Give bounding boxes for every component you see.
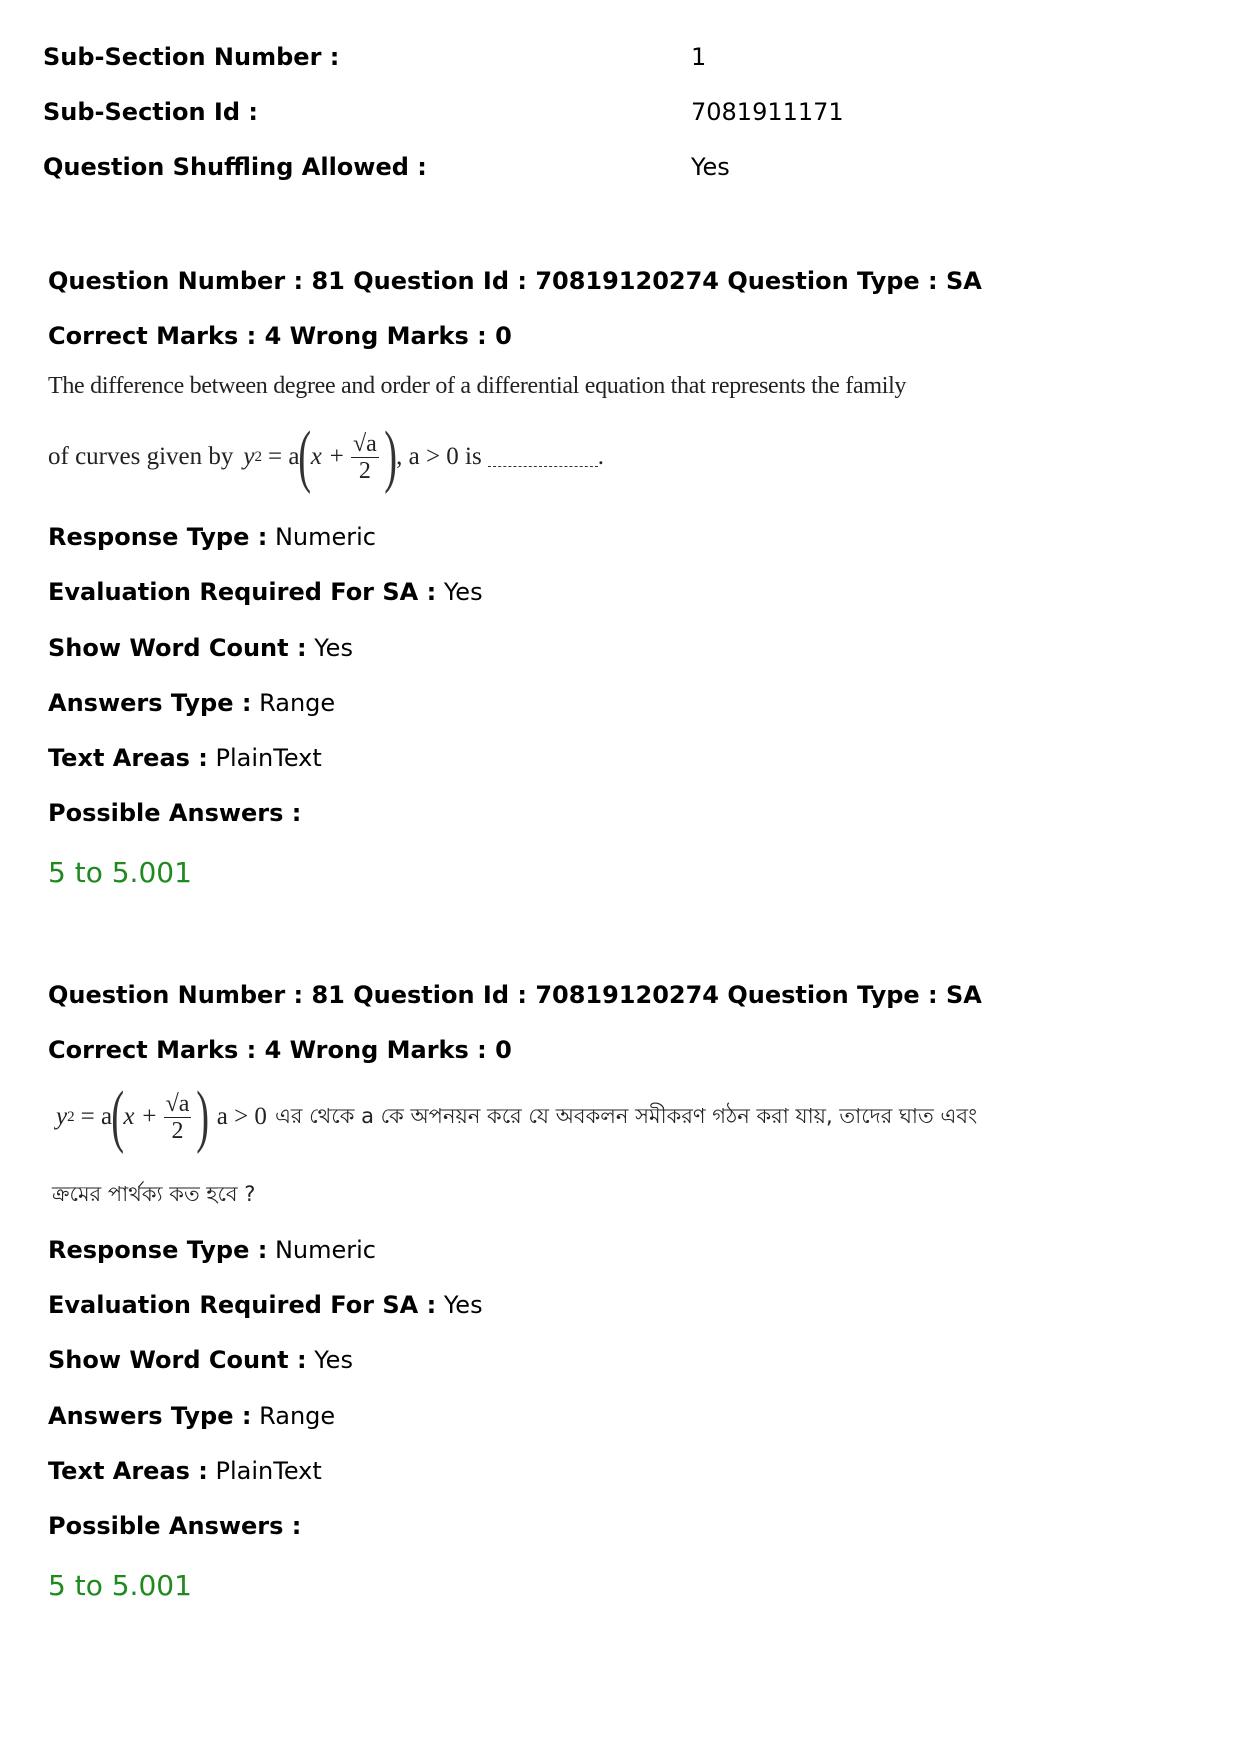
answer-blank [488,448,598,467]
question-marks-text: Correct Marks : 4 Wrong Marks : 0 [48,322,512,350]
question-marks [48,1035,512,1065]
response-type-label: Response Type : [48,523,268,551]
question-text-line-1: The difference between degree and order of a differential equation that represents the family [48,373,907,399]
bengali-question-line-2: ক্রমের পার্থক্য কত হবে ? [52,1182,256,1206]
question-text-prefix: of curves given by [48,443,234,470]
response-type-value: Numeric [274,1236,376,1264]
subsection-number-label: Sub-Section Number : [43,43,340,71]
question-header [48,980,982,1010]
evaluation-required-value: Yes [443,1291,483,1319]
show-word-count-label: Show Word Count : [48,634,307,662]
question-marks-text: Correct Marks : 4 Wrong Marks : 0 [48,1036,512,1064]
text-areas-row [48,1456,322,1486]
subsection-number-value: 1 [691,43,707,71]
equation-lhs: y [56,1103,68,1130]
equation-fraction [164,1091,192,1144]
answers-type-label: Answers Type : [48,689,252,717]
equation-suffix: , a > 0 is [396,443,482,470]
equation-condition: a > 0 [216,1103,267,1130]
evaluation-required-label: Evaluation Required For SA : [48,578,437,606]
text-areas-label: Text Areas : [48,744,208,772]
evaluation-required-row [48,577,483,607]
question-marks [48,321,512,351]
possible-answers-label: Possible Answers : [48,799,302,827]
response-type-value: Numeric [274,523,376,551]
question-header [48,266,982,296]
right-paren-glyph: ) [384,418,397,495]
evaluation-required-row [48,1290,483,1320]
subsection-id-value: 7081911171 [691,98,844,126]
question-equation-line [48,418,604,495]
text-areas-value: PlainText [215,1457,322,1485]
question-shuffling-row [43,152,730,182]
text-areas-row [48,743,322,773]
answers-type-row [48,688,335,718]
question-header-text: Question Number : 81 Question Id : 70819120274 Question Type : SA [48,981,982,1009]
bengali-question-line-1: এর থেকে a কে অপনয়ন করে যে অবকলন সমীকরণ গঠন করা যায়, তাদের ঘাত এবং [274,1103,978,1128]
possible-answers-label: Possible Answers : [48,1512,302,1540]
possible-answers-row [48,798,301,828]
show-word-count-row [48,633,353,663]
right-paren-glyph: ) [196,1078,210,1155]
equation-x-term: x + [123,1103,158,1130]
question-header-text: Question Number : 81 Question Id : 70819120274 Question Type : SA [48,267,982,295]
response-type-row [48,1235,376,1265]
show-word-count-value: Yes [314,1346,353,1374]
possible-answers-row [48,1511,301,1541]
equation-exponent: 2 [254,448,262,465]
equation-fraction [351,431,379,484]
question-shuffling-value: Yes [691,153,730,181]
show-word-count-row [48,1345,353,1375]
equation-end: . [597,443,604,470]
possible-answer-value: 5 to 5.001 [48,1569,192,1602]
answers-type-row [48,1401,335,1431]
subsection-id-label: Sub-Section Id : [43,98,258,126]
question-shuffling-label: Question Shuffling Allowed : [43,153,427,181]
response-type-row [48,522,376,552]
fraction-denominator: 2 [171,1117,184,1144]
subsection-id-row [43,97,844,127]
response-type-label: Response Type : [48,1236,268,1264]
left-paren-glyph: ( [111,1078,125,1155]
fraction-denominator: 2 [358,457,371,484]
answers-type-value: Range [259,689,336,717]
left-paren-glyph: ( [298,418,312,495]
fraction-numerator: √a [165,1090,190,1117]
text-areas-value: PlainText [215,744,322,772]
subsection-number-row [43,42,707,72]
answers-type-value: Range [259,1402,336,1430]
text-areas-label: Text Areas : [48,1457,208,1485]
equation-equals: = a [80,1103,113,1130]
equation-equals: = a [267,443,300,470]
answers-type-label: Answers Type : [48,1402,252,1430]
evaluation-required-value: Yes [443,578,483,606]
equation-exponent: 2 [67,1108,75,1125]
possible-answer-value: 5 to 5.001 [48,856,192,889]
fraction-numerator: √a [352,430,377,457]
evaluation-required-label: Evaluation Required For SA : [48,1291,437,1319]
equation-x-term: x + [310,443,345,470]
show-word-count-value: Yes [314,634,353,662]
equation-lhs: y [243,443,255,470]
question-equation-line [56,1078,978,1155]
show-word-count-label: Show Word Count : [48,1346,307,1374]
